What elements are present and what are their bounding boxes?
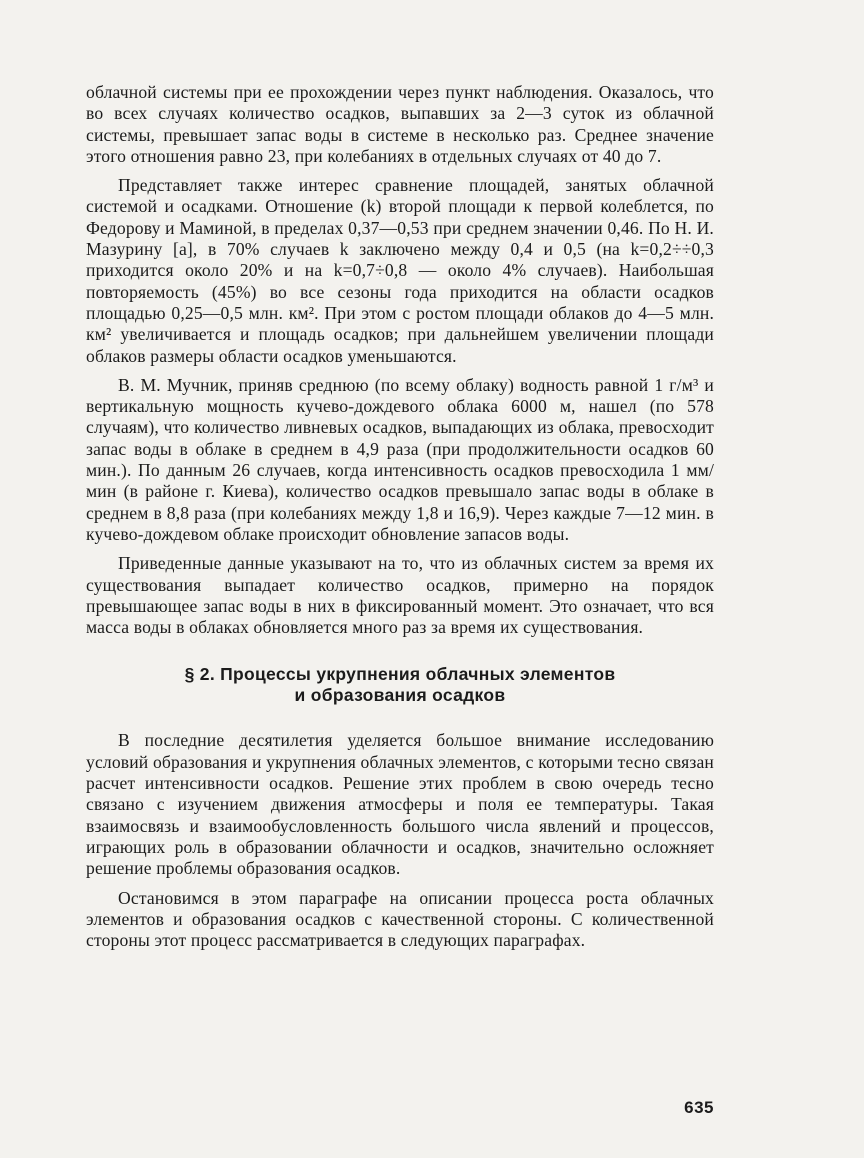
page-number: 635 xyxy=(684,1098,714,1117)
section-heading xyxy=(86,664,714,706)
section-heading-line-2: и образования осадков xyxy=(294,685,506,706)
section-heading-line-1: § 2. Процессы укрупнения облачных элементов xyxy=(184,664,616,685)
paragraph-section-intro: В последние десятилетия уделяется большое внимание исследованию условий образования и укрупнения облачных элементов, с которыми тесно связан расчет интенсивности осадков. Решение этих проблем в свою очередь тесно связано с изучением движения атмосферы и поля ее температуры. Такая взаимосвязь и взаимообусловленность большого числа явлений и процессов, играющих роль в образовании облачности и осадков, значительно осложняет решение проблемы образования осадков. xyxy=(86,730,714,879)
paragraph-cloud-area-ratio: Представляет также интерес сравнение площадей, занятых облачной системой и осадками. Отношение (k) второй площади к первой колеблется, по Федорову и Маминой, в пределах 0,37—0,53 при среднем значении 0,46. По Н. И. Мазурину [a], в 70% случаев k заключено между 0,4 и 0,5 (на k=0,2÷÷0,3 приходится около 20% и на k=0,7÷0,8 — около 4% случаев). Наибольшая повторяемость (45%) во все сезоны года приходится на области осадков площадью 0,25—0,5 млн. км². При этом с ростом площади облаков до 4—5 млн. км² увеличивается и площадь осадков; при дальнейшем увеличении площади облаков размеры области осадков уменьшаются. xyxy=(86,175,714,366)
paragraph-summary: Приведенные данные указывают на то, что из облачных систем за время их существования выпадает количество осадков, примерно на порядок превышающее запас воды в них в фиксированный момент. Это означает, что вся масса воды в облаках обновляется много раз за время их существования. xyxy=(86,553,714,638)
paragraph-mouchnik-study: В. М. Мучник, приняв среднюю (по всему облаку) водность равной 1 г/м³ и вертикальную мощность кучево-дождевого облака 6000 м, нашел (по 578 случаям), что количество ливневых осадков, выпадающих из облака, превосходит запас воды в облаке в среднем в 4,9 раза (при продолжительности осадков 60 мин.). По данным 26 случаев, когда интенсивность осадков превосходила 1 мм/мин (в районе г. Киева), количество осадков превышало запас воды в облаке в среднем в 8,8 раза (при колебаниях между 1,8 и 16,9). Через каждые 7—12 мин. в кучево-дождевом облаке происходит обновление запасов воды. xyxy=(86,374,714,544)
paragraph-section-outline: Остановимся в этом параграфе на описании процесса роста облачных элементов и образования осадков с качественной стороны. С количественной стороны этот процесс рассматривается в следующих параграфах. xyxy=(86,887,714,951)
paragraph-continuation: облачной системы при ее прохождении через пункт наблюдения. Оказалось, что во всех случаях количество осадков, выпавших за 2—3 суток из облачной системы, превышает запас воды в системе в несколько раз. Среднее значение этого отношения равно 23, при колебаниях в отдельных случаях от 40 до 7. xyxy=(86,82,714,166)
book-page xyxy=(86,82,714,1132)
